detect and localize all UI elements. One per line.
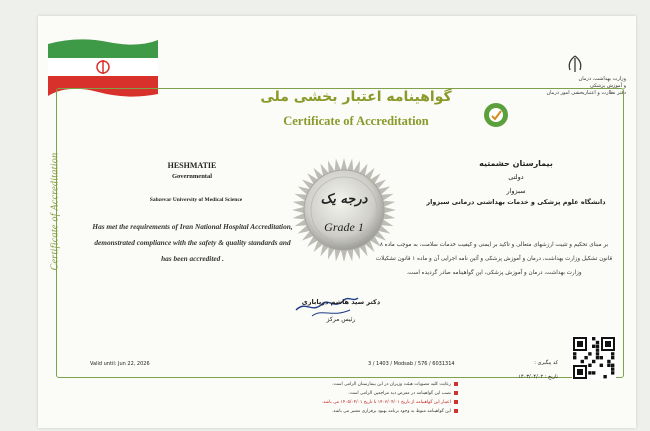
hospital-type-en: Governmental <box>171 173 213 180</box>
ministry-name: وزارت بهداشت، درمان و آموزش پزشکی دفتر نظارت و اعتباربخشی امور درمان <box>546 76 626 96</box>
issue-date <box>468 374 558 380</box>
title-english: Certificate of Accreditation <box>283 114 429 128</box>
signatory-role: رئیس مرکز <box>326 316 356 323</box>
side-title: Certificate of Accreditation <box>49 152 61 271</box>
hospital-name-en: HESHMATIE <box>167 161 217 170</box>
hospital-type-fa: دولتی <box>508 173 524 181</box>
footer-notes <box>118 380 458 416</box>
university-fa: دانشگاه علوم پزشکی و خدمات بهداشتی درمانی سبزوار <box>426 198 606 206</box>
statement-fa: بر مبنای تحکیم و تثبیت ارزشهای متعالی و تاکید بر ایمنی و کیفیت خدمات سلامت، به موجب ماده ۸ قانون تشکیل وزارت بهداشت، درمان و آموزش پزشکی و آئین نامه اجرایی آن و ماده ۱ قانون تشکیلات وزارت بهداشت، درمان و آموزش پزشکی، این گواهینامه صادر گردیده است. <box>375 242 613 276</box>
hospital-info-fa <box>426 159 606 206</box>
note-item: رعایت کلیه مصوبات هیئت وزیران در این بیمارستان الزامی است. <box>118 380 458 389</box>
signatory-name: دکتر سید هاشم دریاباری <box>301 298 381 306</box>
valid-until: Valid until: Jun 22, 2026 <box>90 361 150 367</box>
note-item: نصب این گواهینامه در معرض دید مراجعین الزامی است. <box>118 389 458 398</box>
grade-seal-icon <box>290 156 398 264</box>
ministry-emblem-icon <box>550 54 600 74</box>
date-label: تاریخ : <box>544 374 558 380</box>
grade-english: Grade 1 <box>324 220 364 234</box>
title-persian: گواهینامه اعتبار بخشی ملی <box>260 89 452 105</box>
hospital-name-fa: بیمارستان حشمتیه <box>479 159 553 168</box>
certificate-codes: 3 / 1403 / Modsab / 576 / 6031314 <box>368 361 455 367</box>
university-en: Sabzevar University of Medical Science <box>149 197 243 203</box>
hospital-city-fa: سبزوار <box>506 187 526 195</box>
grade-persian: درجه یک <box>320 192 368 207</box>
qr-code-icon <box>572 336 616 380</box>
accreditation-logo-icon <box>483 102 509 128</box>
tracking-code-label: کد پیگیری : <box>534 360 558 366</box>
note-item: این گواهینامه منوط به وجود برنامه بهبود برقراری معتبر می باشد. <box>118 407 458 416</box>
note-item: اعتبار این گواهینامه از تاریخ ۱۴۰۳/۰۴/۰۱ تا تاریخ ۱۴۰۵/۰۴/۰۱ می باشد. <box>118 398 458 407</box>
certificate <box>38 16 636 428</box>
statement-en: Has met the requirements of Iran National Hospital Accreditation, demonstrated compliance with the safety & quality standards and has been accredited . <box>92 222 293 263</box>
date-value: ۱۴۰۳/۰۴/۰۲ <box>518 374 544 380</box>
